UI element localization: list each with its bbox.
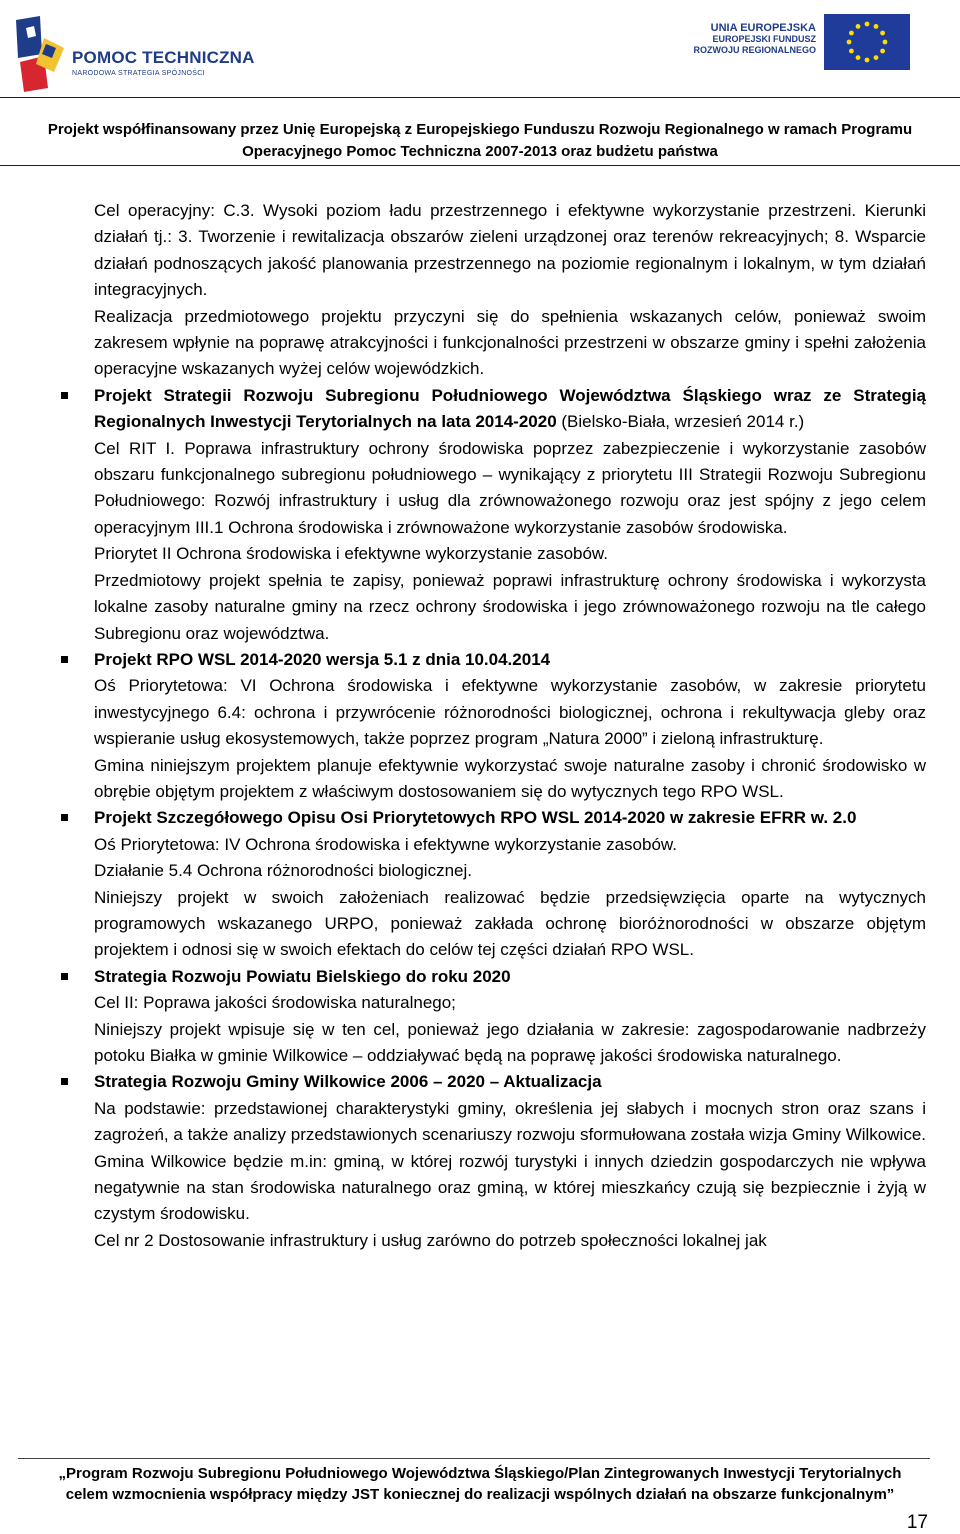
footer-divider <box>18 1458 930 1459</box>
logo-brand-text: POMOC TECHNICZNA <box>72 48 255 67</box>
header-divider <box>0 97 960 98</box>
list-item-paragraph: Gmina niniejszym projektem planuje efektywnie wykorzystać swoje naturalne zasoby i chronić środowisko w obrębie objętym projektem z właściwym dostosowaniem się do wytycznych tego RPO WSL. <box>94 755 926 801</box>
intro-paragraph-1: Cel operacyjny: C.3. Wysoki poziom ładu przestrzennego i efektywne wykorzystanie przestrzeni. Kierunki działań tj.: 3. Tworzenie i rewitalizacja obszarów zieleni urządzonej oraz terenów rekreacyjnych; 8. Wsparcie działań podnoszących jakość planowania przestrzennego na poziomie regionalnym i lokalnym, w tym działań integracyjnych. <box>94 201 926 300</box>
list-item-paragraph: Przedmiotowy projekt spełnia te zapisy, ponieważ poprawi infrastrukturę ochrony środowiska i wykorzysta lokalne zasoby naturalne gminy na rzecz ochrony środowiska i jego zrównoważonego rozwoju na tle całego Subregionu oraz województwa. <box>94 570 926 643</box>
intro-paragraph-2: Realizacja przedmiotowego projektu przyczyni się do spełnienia wskazanych celów, ponieważ swoim zakresem wpłynie na poprawę atrakcyjności i funkcjonalności przestrzeni w obszarze gminy i spełni założenia operacyjne wskazanych wyżej celów wojewódzkich. <box>94 306 926 379</box>
list-item-title-suffix: (Bielsko-Biała, wrzesień 2014 r.) <box>556 412 805 432</box>
footer-caption-line2: celem wzmocnienia współpracy między JST koniecznej do realizacji wspólnych działań na obszarze funkcjonalnym” <box>65 1486 895 1503</box>
list-item-title: Projekt Szczegółowego Opisu Osi Priorytetowych RPO WSL 2014-2020 w zakresie EFRR w. 2.0 <box>94 805 926 831</box>
list-item-paragraph: Cel II: Poprawa jakości środowiska naturalnego; <box>94 993 456 1013</box>
eu-logo <box>686 14 916 74</box>
header-caption <box>0 119 960 163</box>
eu-logo-line3: ROZWOJU REGIONALNEGO <box>693 45 816 55</box>
list-item-title: Strategia Rozwoju Gminy Wilkowice 2006 – 2020 – Aktualizacja <box>94 1069 926 1095</box>
list-item-paragraph: Cel RIT I. Poprawa infrastruktury ochrony środowiska poprzez zabezpieczenie i wykorzystanie zasobów obszaru funkcjonalnego subregionu południowego – wynikający z priorytetu III Strategii Rozwoju Subregionu Południowego: Rozwój infrastruktury i usług dla zrównoważonego rozwoju oraz jest spójny z jego celem operacyjnym III.1 Ochrona środowiska i zrównoważone wykorzystanie zasobów środowiska. <box>94 438 926 537</box>
footer-caption-line1: „Program Rozwoju Subregionu Południowego Województwa Śląskiego/Plan Zintegrowanych Inwestycji Terytorialnych <box>58 1465 902 1482</box>
pomoc-techniczna-logo <box>14 14 254 96</box>
logo-sub-text: NARODOWA STRATEGIA SPÓJNOŚCI <box>72 70 205 77</box>
list-item-title <box>94 383 926 436</box>
list-item-paragraph: Niniejszy projekt w swoich założeniach realizować będzie przedsięwzięcia oparte na wytycznych programowych wskazanego URPO, ponieważ zakłada ochronę bioróżnorodności w obszarze objętym projektem i odnosi się w swoich efektach do celów tej części działań RPO WSL. <box>94 887 926 960</box>
list-item-title-text: Projekt Strategii Rozwoju Subregionu Południowego Województwa Śląskiego wraz ze Strategią Regionalnych Inwestycji Terytorialnych na lata 2014-2020 <box>94 385 926 432</box>
footer-caption <box>0 1463 960 1505</box>
list-item-title: Projekt RPO WSL 2014-2020 wersja 5.1 z dnia 10.04.2014 <box>94 647 926 673</box>
list-item-paragraph: Działanie 5.4 Ochrona różnorodności biologicznej. <box>94 861 472 881</box>
list-item-paragraph: Niniejszy projekt wpisuje się w ten cel, ponieważ jego działania w zakresie: zagospodarowanie nadbrzeży potoku Białka w gminie Wilkowice – oddziaływać będą na poprawę jakości środowiska naturalnego. <box>94 1019 926 1065</box>
list-item-paragraph: Oś Priorytetowa: IV Ochrona środowiska i efektywne wykorzystanie zasobów. <box>94 834 677 854</box>
header-caption-line2: Operacyjnego Pomoc Techniczna 2007-2013 oraz budżetu państwa <box>242 143 718 160</box>
eu-logo-line2: EUROPEJSKI FUNDUSZ <box>712 34 816 44</box>
list-item-paragraph: Oś Priorytetowa: VI Ochrona środowiska i efektywne wykorzystanie zasobów, w zakresie priorytetu inwestycyjnego 6.4: ochrona i przywrócenie różnorodności biologicznej, ochrona i rekultywacja gleby oraz wspieranie usług ekosystemowych, także poprzez program „Natura 2000” i zieloną infrastrukturę. <box>94 676 926 749</box>
page-number: 17 <box>906 1512 928 1533</box>
pomoc-techniczna-emblem-icon <box>14 14 70 94</box>
list-item-paragraph: Cel nr 2 Dostosowanie infrastruktury i usług zarówno do potrzeb społeczności lokalnej jak <box>94 1230 767 1250</box>
list-item-title: Strategia Rozwoju Powiatu Bielskiego do roku 2020 <box>94 964 926 990</box>
list-item-paragraph: Priorytet II Ochrona środowiska i efektywne wykorzystanie zasobów. <box>94 544 608 564</box>
header-caption-divider <box>0 165 960 166</box>
eu-logo-line1: UNIA EUROPEJSKA <box>710 22 816 34</box>
list-item-paragraph: Na podstawie: przedstawionej charakterystyki gminy, określenia jej słabych i mocnych stron oraz szans i zagrożeń, a także analizy przedstawionych scenariuszy rozwoju sformułowana została wizja Gminy Wilkowice. Gmina Wilkowice będzie m.in: gminą, w której rozwój turystyki i innych dziedzin gospodarczych nie wpływa negatywnie na stan środowiska naturalnego oraz gminą, w której mieszkańcy czują się bezpiecznie i żyją w czystym środowisku. <box>94 1098 926 1224</box>
header-caption-line1: Projekt współfinansowany przez Unię Europejską z Europejskiego Funduszu Rozwoju Regionalnego w ramach Programu <box>47 121 913 138</box>
eu-logo-text <box>686 22 816 56</box>
eu-flag-icon <box>824 14 910 70</box>
document-body <box>94 198 926 1254</box>
